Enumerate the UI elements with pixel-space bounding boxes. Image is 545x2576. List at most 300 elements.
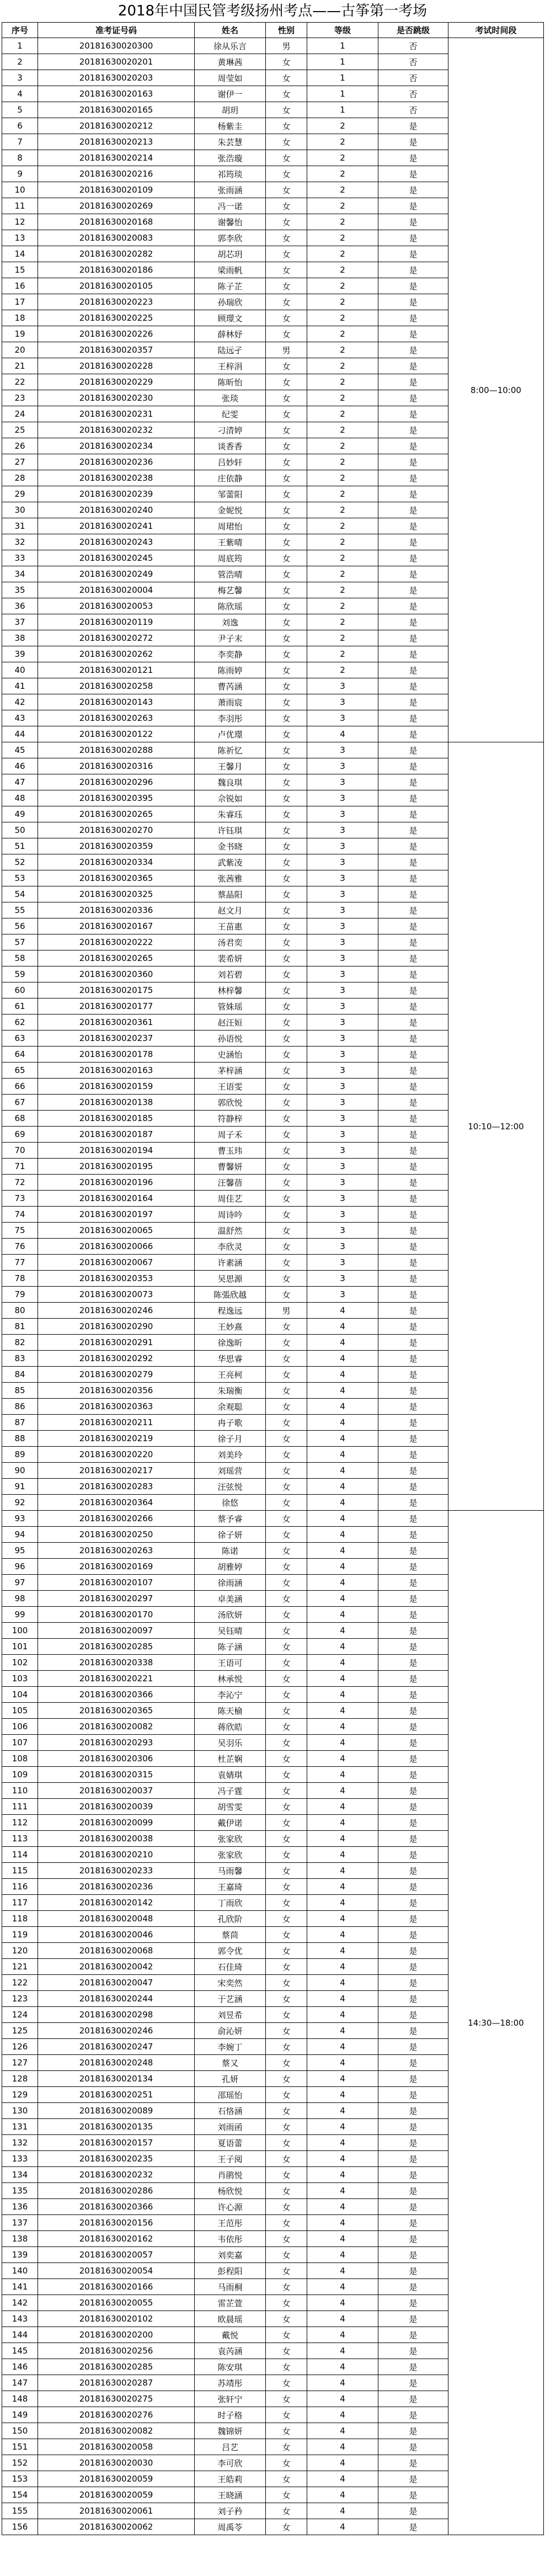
cell-ticket: 20181630020197 bbox=[38, 1207, 195, 1223]
cell-seq: 146 bbox=[2, 2359, 38, 2375]
cell-level: 4 bbox=[307, 2007, 378, 2023]
cell-seq: 75 bbox=[2, 1223, 38, 1239]
cell-ticket: 20181630020201 bbox=[38, 54, 195, 70]
cell-name: 吕妙轩 bbox=[195, 454, 266, 470]
cell-gender: 女 bbox=[266, 1911, 307, 1927]
cell-name: 丁雨欣 bbox=[195, 1895, 266, 1911]
cell-seq: 117 bbox=[2, 1895, 38, 1911]
cell-name: 余观聪 bbox=[195, 1399, 266, 1415]
cell-ticket: 20181630020231 bbox=[38, 406, 195, 422]
cell-skip: 是 bbox=[378, 2199, 448, 2215]
cell-ticket: 20181630020059 bbox=[38, 2487, 195, 2503]
cell-ticket: 20181630020073 bbox=[38, 1287, 195, 1303]
cell-seq: 111 bbox=[2, 1799, 38, 1815]
cell-name: 吕艺 bbox=[195, 2439, 266, 2455]
cell-skip: 是 bbox=[378, 1767, 448, 1783]
cell-gender: 男 bbox=[266, 38, 307, 54]
cell-skip: 是 bbox=[378, 550, 448, 566]
cell-seq: 116 bbox=[2, 1879, 38, 1895]
cell-level: 2 bbox=[307, 518, 378, 534]
cell-ticket: 20181630020082 bbox=[38, 2423, 195, 2439]
cell-gender: 女 bbox=[266, 166, 307, 182]
cell-gender: 女 bbox=[266, 294, 307, 310]
cell-ticket: 20181630020291 bbox=[38, 1335, 195, 1351]
cell-skip: 是 bbox=[378, 2039, 448, 2055]
cell-seq: 36 bbox=[2, 598, 38, 614]
cell-name: 张雨涵 bbox=[195, 182, 266, 198]
cell-gender: 女 bbox=[266, 886, 307, 902]
cell-gender: 女 bbox=[266, 1031, 307, 1047]
cell-ticket: 20181630020263 bbox=[38, 710, 195, 726]
cell-seq: 101 bbox=[2, 1639, 38, 1655]
cell-skip: 是 bbox=[378, 358, 448, 374]
cell-gender: 女 bbox=[266, 438, 307, 454]
cell-skip: 是 bbox=[378, 902, 448, 918]
cell-gender: 女 bbox=[266, 1383, 307, 1399]
cell-skip: 是 bbox=[378, 1207, 448, 1223]
cell-ticket: 20181630020232 bbox=[38, 422, 195, 438]
cell-seq: 27 bbox=[2, 454, 38, 470]
cell-name: 曹馨妍 bbox=[195, 1159, 266, 1175]
cell-skip: 是 bbox=[378, 1687, 448, 1703]
cell-seq: 127 bbox=[2, 2055, 38, 2071]
cell-level: 4 bbox=[307, 2295, 378, 2311]
cell-level: 3 bbox=[307, 950, 378, 966]
cell-name: 管姝瑶 bbox=[195, 998, 266, 1015]
cell-level: 4 bbox=[307, 1415, 378, 1431]
cell-seq: 39 bbox=[2, 646, 38, 662]
cell-gender: 女 bbox=[266, 2519, 307, 2535]
cell-ticket: 20181630020236 bbox=[38, 1879, 195, 1895]
session-time-cell: 10:10—12:00 bbox=[448, 742, 544, 1511]
cell-ticket: 20181630020107 bbox=[38, 1575, 195, 1591]
cell-skip: 是 bbox=[378, 230, 448, 246]
cell-seq: 6 bbox=[2, 118, 38, 134]
cell-name: 王皓莉 bbox=[195, 2471, 266, 2487]
cell-skip: 是 bbox=[378, 566, 448, 582]
cell-skip: 是 bbox=[378, 598, 448, 614]
cell-ticket: 20181630020287 bbox=[38, 2375, 195, 2391]
col-header-seq: 序号 bbox=[2, 23, 38, 38]
cell-name: 陈張欣越 bbox=[195, 1287, 266, 1303]
cell-level: 1 bbox=[307, 38, 378, 54]
cell-skip: 是 bbox=[378, 1223, 448, 1239]
cell-name: 李奕静 bbox=[195, 646, 266, 662]
cell-seq: 84 bbox=[2, 1367, 38, 1383]
cell-name: 佘锐如 bbox=[195, 790, 266, 806]
cell-seq: 61 bbox=[2, 998, 38, 1015]
cell-gender: 女 bbox=[266, 838, 307, 854]
cell-name: 谢伊一 bbox=[195, 86, 266, 102]
cell-level: 2 bbox=[307, 502, 378, 518]
cell-level: 2 bbox=[307, 150, 378, 166]
cell-gender: 女 bbox=[266, 134, 307, 150]
cell-ticket: 20181630020057 bbox=[38, 2247, 195, 2263]
cell-seq: 23 bbox=[2, 390, 38, 406]
cell-name: 谢馨怡 bbox=[195, 214, 266, 230]
cell-name: 林梓馨 bbox=[195, 982, 266, 998]
cell-name: 汤君奕 bbox=[195, 934, 266, 950]
cell-gender: 女 bbox=[266, 2439, 307, 2455]
cell-name: 符静梓 bbox=[195, 1111, 266, 1127]
cell-ticket: 20181630020244 bbox=[38, 1991, 195, 2007]
cell-name: 张琰 bbox=[195, 390, 266, 406]
cell-gender: 女 bbox=[266, 502, 307, 518]
cell-seq: 100 bbox=[2, 1623, 38, 1639]
cell-gender: 女 bbox=[266, 2359, 307, 2375]
cell-seq: 131 bbox=[2, 2119, 38, 2135]
cell-seq: 82 bbox=[2, 1335, 38, 1351]
cell-skip: 否 bbox=[378, 54, 448, 70]
cell-skip: 是 bbox=[378, 1751, 448, 1767]
cell-name: 张轩宁 bbox=[195, 2391, 266, 2407]
cell-gender: 女 bbox=[266, 1431, 307, 1447]
cell-gender: 女 bbox=[266, 1159, 307, 1175]
cell-gender: 女 bbox=[266, 2471, 307, 2487]
cell-name: 王语可 bbox=[195, 1655, 266, 1671]
cell-level: 4 bbox=[307, 1527, 378, 1543]
cell-gender: 女 bbox=[266, 1399, 307, 1415]
cell-ticket: 20181630020292 bbox=[38, 1351, 195, 1367]
cell-seq: 51 bbox=[2, 838, 38, 854]
cell-gender: 女 bbox=[266, 966, 307, 982]
cell-skip: 是 bbox=[378, 1879, 448, 1895]
cell-ticket: 20181630020272 bbox=[38, 630, 195, 646]
cell-ticket: 20181630020286 bbox=[38, 2183, 195, 2199]
cell-skip: 是 bbox=[378, 1735, 448, 1751]
cell-ticket: 20181630020213 bbox=[38, 134, 195, 150]
cell-ticket: 20181630020279 bbox=[38, 1367, 195, 1383]
cell-seq: 66 bbox=[2, 1079, 38, 1095]
cell-ticket: 20181630020283 bbox=[38, 1479, 195, 1495]
cell-level: 4 bbox=[307, 2087, 378, 2103]
cell-skip: 是 bbox=[378, 1047, 448, 1063]
cell-ticket: 20181630020336 bbox=[38, 902, 195, 918]
cell-ticket: 20181630020282 bbox=[38, 246, 195, 262]
cell-ticket: 20181630020168 bbox=[38, 214, 195, 230]
cell-skip: 是 bbox=[378, 374, 448, 390]
cell-gender: 女 bbox=[266, 1463, 307, 1479]
cell-seq: 1 bbox=[2, 38, 38, 54]
exam-table bbox=[2, 22, 544, 2535]
cell-seq: 113 bbox=[2, 1831, 38, 1847]
cell-gender: 女 bbox=[266, 1751, 307, 1767]
cell-name: 张浩璇 bbox=[195, 150, 266, 166]
cell-gender: 女 bbox=[266, 822, 307, 838]
cell-skip: 是 bbox=[378, 2295, 448, 2311]
cell-level: 3 bbox=[307, 758, 378, 774]
cell-seq: 24 bbox=[2, 406, 38, 422]
cell-level: 3 bbox=[307, 1239, 378, 1255]
cell-skip: 是 bbox=[378, 1303, 448, 1319]
cell-ticket: 20181630020237 bbox=[38, 1031, 195, 1047]
cell-level: 4 bbox=[307, 2135, 378, 2151]
cell-name: 谈香香 bbox=[195, 438, 266, 454]
cell-skip: 是 bbox=[378, 2263, 448, 2279]
cell-seq: 115 bbox=[2, 1863, 38, 1879]
cell-ticket: 20181630020297 bbox=[38, 1591, 195, 1607]
cell-gender: 女 bbox=[266, 1479, 307, 1495]
cell-seq: 14 bbox=[2, 246, 38, 262]
cell-seq: 48 bbox=[2, 790, 38, 806]
cell-name: 刘子矜 bbox=[195, 2503, 266, 2519]
cell-seq: 42 bbox=[2, 694, 38, 710]
cell-skip: 是 bbox=[378, 854, 448, 870]
cell-gender: 女 bbox=[266, 2407, 307, 2423]
cell-ticket: 20181630020083 bbox=[38, 230, 195, 246]
cell-gender: 女 bbox=[266, 806, 307, 822]
cell-seq: 22 bbox=[2, 374, 38, 390]
cell-skip: 是 bbox=[378, 1447, 448, 1463]
cell-gender: 女 bbox=[266, 1223, 307, 1239]
cell-seq: 30 bbox=[2, 502, 38, 518]
cell-ticket: 20181630020166 bbox=[38, 2279, 195, 2295]
cell-seq: 103 bbox=[2, 1671, 38, 1687]
cell-name: 周诗吟 bbox=[195, 1207, 266, 1223]
cell-gender: 女 bbox=[266, 470, 307, 486]
cell-skip: 是 bbox=[378, 2119, 448, 2135]
cell-skip: 是 bbox=[378, 1991, 448, 2007]
cell-level: 2 bbox=[307, 662, 378, 678]
col-header-skip: 是否跳级 bbox=[378, 23, 448, 38]
cell-seq: 150 bbox=[2, 2423, 38, 2439]
cell-name: 黄琳茜 bbox=[195, 54, 266, 70]
cell-skip: 是 bbox=[378, 534, 448, 550]
cell-gender: 女 bbox=[266, 1719, 307, 1735]
cell-name: 汤欣妍 bbox=[195, 1607, 266, 1623]
col-header-level: 等级 bbox=[307, 23, 378, 38]
cell-gender: 女 bbox=[266, 1415, 307, 1431]
cell-gender: 女 bbox=[266, 710, 307, 726]
cell-ticket: 20181630020228 bbox=[38, 358, 195, 374]
cell-gender: 女 bbox=[266, 598, 307, 614]
cell-gender: 女 bbox=[266, 2375, 307, 2391]
cell-level: 4 bbox=[307, 1847, 378, 1863]
cell-ticket: 20181630020159 bbox=[38, 1079, 195, 1095]
cell-level: 4 bbox=[307, 1383, 378, 1399]
cell-skip: 是 bbox=[378, 790, 448, 806]
table-row bbox=[2, 38, 544, 54]
cell-ticket: 20181630020241 bbox=[38, 518, 195, 534]
cell-gender: 女 bbox=[266, 1623, 307, 1639]
cell-ticket: 20181630020298 bbox=[38, 2007, 195, 2023]
cell-level: 3 bbox=[307, 1143, 378, 1159]
cell-name: 梁雨帆 bbox=[195, 262, 266, 278]
cell-skip: 是 bbox=[378, 2231, 448, 2247]
cell-seq: 58 bbox=[2, 950, 38, 966]
cell-level: 2 bbox=[307, 454, 378, 470]
cell-level: 2 bbox=[307, 358, 378, 374]
cell-ticket: 20181630020058 bbox=[38, 2439, 195, 2455]
cell-gender: 女 bbox=[266, 1271, 307, 1287]
cell-skip: 是 bbox=[378, 1911, 448, 1927]
cell-name: 徐悠 bbox=[195, 1495, 266, 1511]
cell-seq: 70 bbox=[2, 1143, 38, 1159]
cell-level: 4 bbox=[307, 1959, 378, 1975]
cell-level: 2 bbox=[307, 422, 378, 438]
cell-name: 周珺怡 bbox=[195, 518, 266, 534]
cell-ticket: 20181630020296 bbox=[38, 774, 195, 790]
cell-name: 陆远孑 bbox=[195, 342, 266, 358]
cell-ticket: 20181630020062 bbox=[38, 2519, 195, 2535]
cell-name: 雷芷萱 bbox=[195, 2295, 266, 2311]
cell-skip: 是 bbox=[378, 1351, 448, 1367]
cell-skip: 是 bbox=[378, 1959, 448, 1975]
cell-gender: 女 bbox=[266, 2167, 307, 2183]
cell-ticket: 20181630020233 bbox=[38, 1863, 195, 1879]
cell-seq: 124 bbox=[2, 2007, 38, 2023]
cell-skip: 是 bbox=[378, 1079, 448, 1095]
cell-name: 金书晓 bbox=[195, 838, 266, 854]
cell-skip: 是 bbox=[378, 1143, 448, 1159]
cell-gender: 女 bbox=[266, 1799, 307, 1815]
cell-skip: 是 bbox=[378, 966, 448, 982]
cell-gender: 女 bbox=[266, 70, 307, 86]
cell-name: 杨欣悦 bbox=[195, 2183, 266, 2199]
cell-seq: 44 bbox=[2, 726, 38, 742]
cell-seq: 132 bbox=[2, 2135, 38, 2151]
cell-name: 韦依彤 bbox=[195, 2231, 266, 2247]
col-header-session: 考试时间段 bbox=[448, 23, 544, 38]
cell-seq: 95 bbox=[2, 1543, 38, 1559]
cell-name: 孔欣阶 bbox=[195, 1911, 266, 1927]
cell-level: 3 bbox=[307, 934, 378, 950]
cell-name: 邵瑶怡 bbox=[195, 2087, 266, 2103]
cell-skip: 是 bbox=[378, 2439, 448, 2455]
cell-ticket: 20181630020360 bbox=[38, 966, 195, 982]
cell-level: 3 bbox=[307, 1223, 378, 1239]
cell-skip: 是 bbox=[378, 1607, 448, 1623]
cell-ticket: 20181630020230 bbox=[38, 390, 195, 406]
cell-seq: 26 bbox=[2, 438, 38, 454]
cell-level: 2 bbox=[307, 182, 378, 198]
cell-level: 4 bbox=[307, 1399, 378, 1415]
cell-seq: 9 bbox=[2, 166, 38, 182]
cell-seq: 147 bbox=[2, 2375, 38, 2391]
cell-gender: 女 bbox=[266, 230, 307, 246]
cell-seq: 41 bbox=[2, 678, 38, 694]
cell-gender: 女 bbox=[266, 678, 307, 694]
cell-seq: 46 bbox=[2, 758, 38, 774]
cell-name: 蔡予睿 bbox=[195, 1511, 266, 1527]
cell-name: 王范彤 bbox=[195, 2215, 266, 2231]
cell-seq: 74 bbox=[2, 1207, 38, 1223]
cell-name: 温舒然 bbox=[195, 1223, 266, 1239]
cell-seq: 83 bbox=[2, 1351, 38, 1367]
cell-name: 王亮柯 bbox=[195, 1367, 266, 1383]
cell-level: 4 bbox=[307, 2039, 378, 2055]
cell-seq: 108 bbox=[2, 1751, 38, 1767]
cell-ticket: 20181630020067 bbox=[38, 1255, 195, 1271]
cell-name: 马雨馨 bbox=[195, 1863, 266, 1879]
cell-skip: 是 bbox=[378, 1591, 448, 1607]
cell-name: 胡芯玥 bbox=[195, 246, 266, 262]
cell-level: 4 bbox=[307, 1543, 378, 1559]
cell-gender: 女 bbox=[266, 2151, 307, 2167]
cell-name: 石恪涵 bbox=[195, 2103, 266, 2119]
cell-seq: 98 bbox=[2, 1591, 38, 1607]
cell-skip: 是 bbox=[378, 662, 448, 678]
cell-name: 张家欣 bbox=[195, 1831, 266, 1847]
cell-seq: 128 bbox=[2, 2071, 38, 2087]
cell-seq: 37 bbox=[2, 614, 38, 630]
cell-name: 卓美涵 bbox=[195, 1591, 266, 1607]
cell-seq: 28 bbox=[2, 470, 38, 486]
cell-level: 4 bbox=[307, 1735, 378, 1751]
cell-level: 3 bbox=[307, 918, 378, 934]
cell-level: 4 bbox=[307, 1559, 378, 1575]
cell-ticket: 20181630020361 bbox=[38, 1015, 195, 1031]
cell-name: 赵汪姮 bbox=[195, 1015, 266, 1031]
cell-skip: 是 bbox=[378, 2023, 448, 2039]
cell-skip: 是 bbox=[378, 1623, 448, 1639]
cell-ticket: 20181630020229 bbox=[38, 374, 195, 390]
cell-seq: 114 bbox=[2, 1847, 38, 1863]
cell-gender: 女 bbox=[266, 374, 307, 390]
cell-name: 王妙熹 bbox=[195, 1319, 266, 1335]
cell-name: 周佳艺 bbox=[195, 1191, 266, 1207]
cell-name: 汪弦悦 bbox=[195, 1479, 266, 1495]
cell-name: 郭李欣 bbox=[195, 230, 266, 246]
cell-seq: 47 bbox=[2, 774, 38, 790]
cell-level: 4 bbox=[307, 1831, 378, 1847]
cell-ticket: 20181630020325 bbox=[38, 886, 195, 902]
cell-name: 陈祈忆 bbox=[195, 742, 266, 758]
cell-skip: 是 bbox=[378, 1111, 448, 1127]
cell-level: 3 bbox=[307, 870, 378, 886]
cell-gender: 女 bbox=[266, 662, 307, 678]
cell-seq: 86 bbox=[2, 1399, 38, 1415]
cell-ticket: 20181630020364 bbox=[38, 1495, 195, 1511]
cell-gender: 女 bbox=[266, 406, 307, 422]
cell-name: 陈诺 bbox=[195, 1543, 266, 1559]
cell-level: 4 bbox=[307, 1783, 378, 1799]
cell-skip: 是 bbox=[378, 2519, 448, 2535]
cell-seq: 123 bbox=[2, 1991, 38, 2007]
cell-ticket: 20181630020212 bbox=[38, 118, 195, 134]
cell-name: 王苗惠 bbox=[195, 918, 266, 934]
cell-name: 金妮悦 bbox=[195, 502, 266, 518]
cell-level: 4 bbox=[307, 2071, 378, 2087]
cell-seq: 59 bbox=[2, 966, 38, 982]
cell-name: 胡雅婷 bbox=[195, 1559, 266, 1575]
cell-seq: 65 bbox=[2, 1063, 38, 1079]
cell-level: 4 bbox=[307, 2359, 378, 2375]
cell-name: 萧雨宸 bbox=[195, 694, 266, 710]
cell-skip: 是 bbox=[378, 2359, 448, 2375]
cell-level: 2 bbox=[307, 166, 378, 182]
cell-level: 4 bbox=[307, 2455, 378, 2471]
cell-gender: 女 bbox=[266, 1319, 307, 1335]
cell-name: 周底筠 bbox=[195, 550, 266, 566]
cell-seq: 156 bbox=[2, 2519, 38, 2535]
cell-gender: 女 bbox=[266, 2343, 307, 2359]
cell-skip: 是 bbox=[378, 1815, 448, 1831]
cell-seq: 87 bbox=[2, 1415, 38, 1431]
cell-skip: 是 bbox=[378, 726, 448, 742]
cell-gender: 女 bbox=[266, 2231, 307, 2247]
cell-ticket: 20181630020047 bbox=[38, 1975, 195, 1991]
cell-seq: 125 bbox=[2, 2023, 38, 2039]
cell-name: 胡雪雯 bbox=[195, 1799, 266, 1815]
cell-gender: 女 bbox=[266, 1511, 307, 1527]
cell-gender: 女 bbox=[266, 1591, 307, 1607]
cell-level: 2 bbox=[307, 278, 378, 294]
cell-skip: 是 bbox=[378, 1895, 448, 1911]
cell-name: 郭令优 bbox=[195, 1943, 266, 1959]
cell-seq: 34 bbox=[2, 566, 38, 582]
cell-ticket: 20181630020221 bbox=[38, 1671, 195, 1687]
